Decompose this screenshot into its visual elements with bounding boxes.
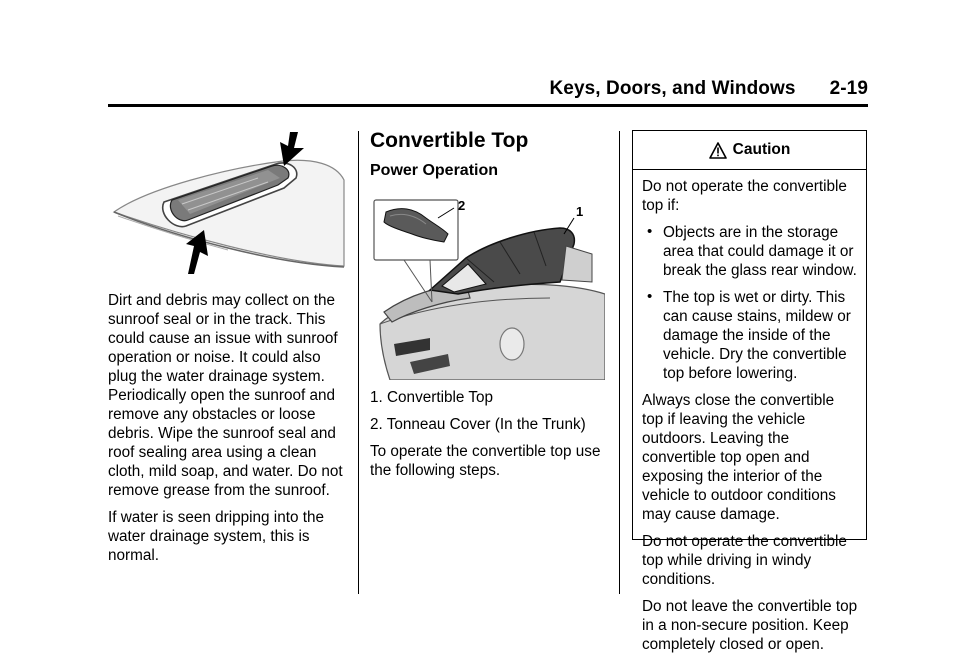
convertible-top-illustration: [370, 194, 605, 380]
sunroof-illustration: [108, 128, 348, 276]
caution-icon: [709, 142, 727, 159]
left-column: [108, 128, 348, 573]
caution-paragraph-2: Do not operate the convertible top while driving in windy conditions.: [642, 533, 847, 588]
operate-paragraph: To operate the convertible top use the following steps.: [370, 443, 601, 479]
column-divider-left: [358, 131, 359, 594]
caution-paragraph-3: Do not leave the convertible top in a non-secure position. Keep completely closed or open.: [642, 598, 858, 653]
section-heading: Convertible Top: [370, 129, 529, 152]
caution-title: Caution: [732, 141, 791, 158]
caution-bullet-1: • Objects are in the storage area that could damage it or break the glass rear window.: [659, 223, 858, 280]
middle-column: [370, 131, 610, 488]
section-title: Keys, Doors, and Windows: [549, 78, 796, 99]
column-divider-right: [619, 131, 620, 594]
caption-convertible-top: 1. Convertible Top: [370, 389, 494, 406]
sunroof-paragraph-1: Dirt and debris may collect on the sunroof seal or in the track. This could cause an issue with sunroof operation or noise. It could also plug the water drainage system. Periodically open the sunroof and remove any obstacles or loose debris. Wipe the sunroof seal and roof sealing area using a clean cloth, mild soap, and water. Do not remove grease from the sunroof.: [108, 292, 343, 499]
subsection-heading: Power Operation: [370, 162, 499, 179]
page-header: [108, 78, 868, 100]
sunroof-paragraph-2: If water is seen dripping into the water drainage system, this is normal.: [108, 509, 324, 564]
arrow-icon-2: [186, 230, 208, 274]
callout-1: 1: [576, 204, 584, 219]
page-number: 2-19: [829, 78, 868, 99]
caution-box: [632, 130, 867, 653]
caption-tonneau-cover: 2. Tonneau Cover (In the Trunk): [370, 416, 586, 433]
caution-body: [633, 170, 866, 654]
caution-paragraph-1: Always close the convertible top if leaving the vehicle outdoors. Leaving the convertible top open and exposing the interior of the vehicle to outdoor conditions may cause damage.: [642, 392, 836, 523]
caution-header: [633, 131, 866, 170]
caution-bullets: [642, 223, 858, 383]
callout-captions: [370, 388, 610, 434]
callout-2: 2: [458, 198, 466, 213]
header-rule: [108, 104, 868, 107]
caution-bullet-2: • The top is wet or dirty. This can cause stains, mildew or damage the inside of the vehicle. Dry the convertible top before lowering.: [659, 288, 858, 383]
caution-intro: Do not operate the convertible top if:: [642, 178, 847, 214]
